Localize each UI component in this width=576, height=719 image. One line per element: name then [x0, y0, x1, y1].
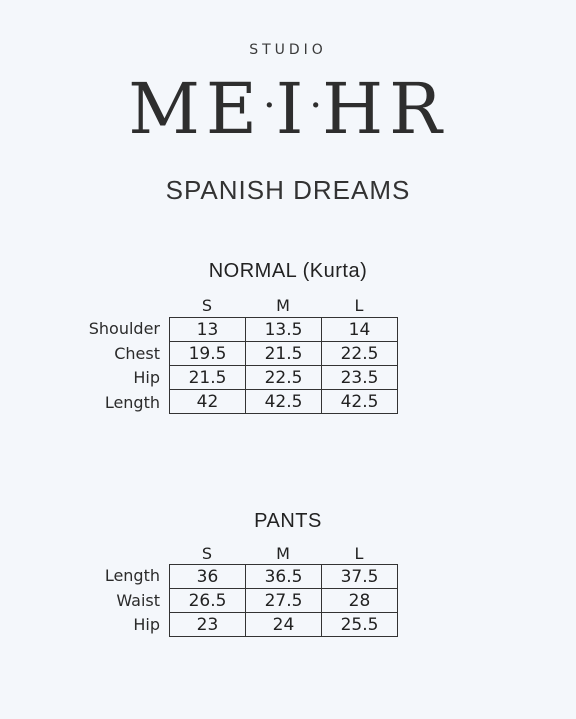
kurta-title: NORMAL (Kurta): [208, 260, 368, 282]
kurta-label-shoulder: Shoulder: [88, 319, 160, 338]
table-cell: 42.5: [246, 390, 322, 414]
table-cell: 36.5: [246, 565, 322, 589]
table-row: [170, 613, 398, 637]
logo-left: ME: [128, 68, 263, 150]
pants-size-m: M: [276, 544, 290, 563]
kurta-size-table: [169, 317, 398, 414]
table-cell: 19.5: [170, 342, 246, 366]
table-row: [170, 318, 398, 342]
table-cell: 25.5: [322, 613, 398, 637]
table-row: [170, 589, 398, 613]
table-cell: 26.5: [170, 589, 246, 613]
table-cell: 21.5: [170, 366, 246, 390]
logo-dot-icon: ·: [262, 83, 276, 129]
kurta-row-labels: [40, 317, 160, 415]
table-row: [170, 390, 398, 414]
table-cell: 22.5: [246, 366, 322, 390]
table-cell: 27.5: [246, 589, 322, 613]
table-cell: 28: [322, 589, 398, 613]
table-cell: 37.5: [322, 565, 398, 589]
table-cell: 23: [170, 613, 246, 637]
table-row: [170, 366, 398, 390]
table-cell: 22.5: [322, 342, 398, 366]
kurta-label-chest: Chest: [114, 343, 160, 363]
table-cell: 21.5: [246, 342, 322, 366]
collection-title: SPANISH DREAMS: [165, 175, 411, 205]
table-cell: 14: [322, 318, 398, 342]
kurta-size-s: S: [201, 296, 213, 315]
pants-label-waist: Waist: [116, 590, 160, 610]
table-cell: 24: [246, 613, 322, 637]
table-row: [170, 565, 398, 589]
table-cell: 42.5: [322, 390, 398, 414]
table-cell: 23.5: [322, 366, 398, 390]
pants-label-length: Length: [104, 566, 160, 585]
kurta-size-m: M: [276, 296, 290, 315]
pants-size-l: L: [354, 544, 364, 563]
table-cell: 13.5: [246, 318, 322, 342]
kurta-label-hip: Hip: [133, 368, 160, 387]
brand-logo: [0, 66, 576, 149]
pants-size-s: S: [201, 544, 213, 563]
pants-size-table: [169, 564, 398, 637]
table-cell: 42: [170, 390, 246, 414]
logo-right: HR: [322, 68, 448, 150]
pants-row-labels: [40, 564, 160, 638]
kurta-label-length: Length: [104, 392, 160, 412]
table-cell: 36: [170, 565, 246, 589]
logo-dot-icon-2: ·: [309, 83, 323, 129]
pants-title: PANTS: [254, 510, 322, 532]
pants-label-hip: Hip: [133, 615, 160, 634]
brand-studio-text: STUDIO: [249, 42, 327, 58]
table-row: [170, 342, 398, 366]
table-cell: 13: [170, 318, 246, 342]
kurta-size-l: L: [354, 296, 364, 315]
logo-i: I: [275, 68, 310, 150]
